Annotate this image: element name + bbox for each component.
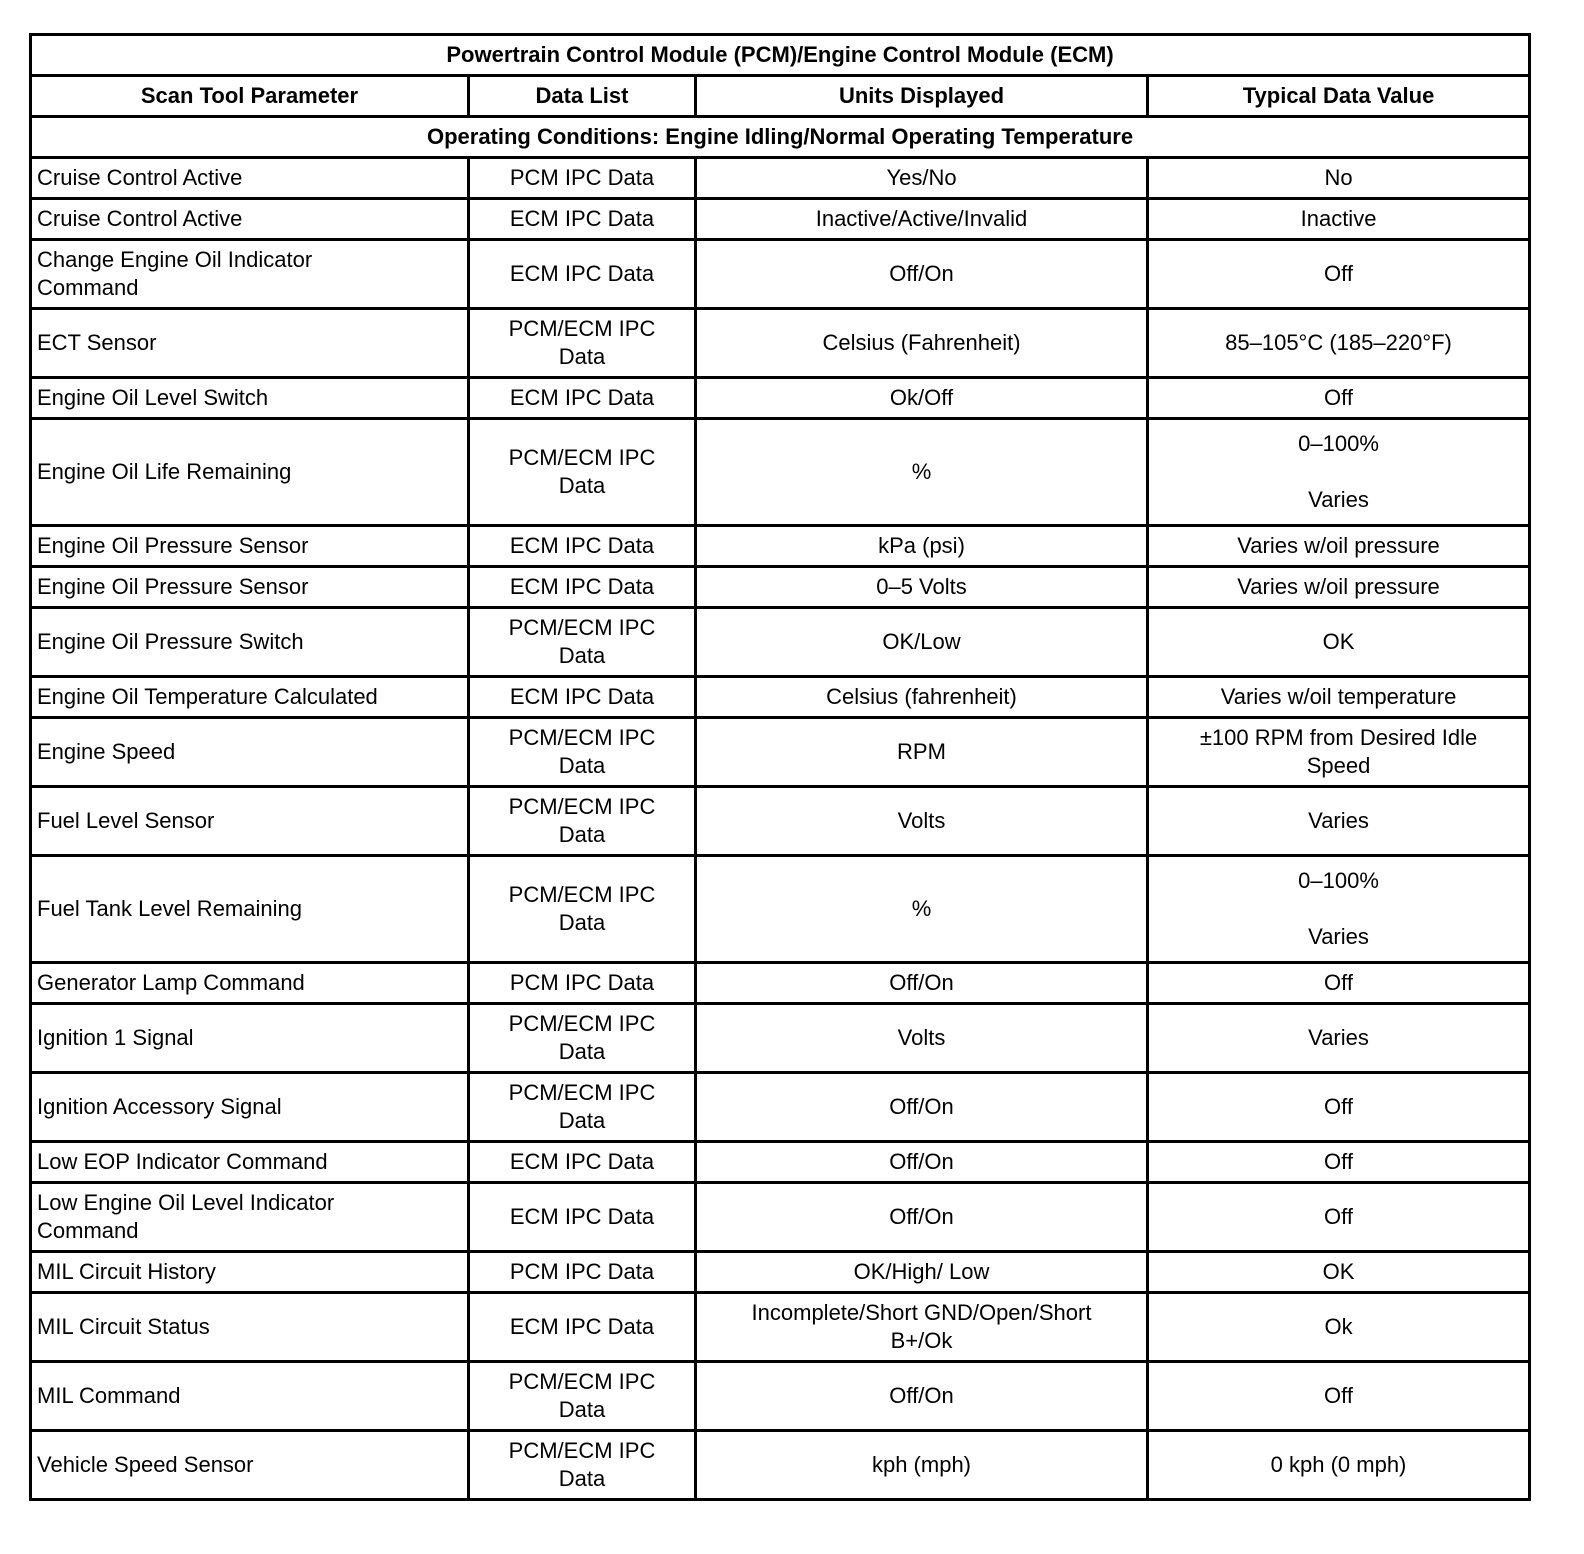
cell-scan-tool-parameter: Ignition 1 Signal xyxy=(31,1004,469,1073)
table-row xyxy=(31,1183,1530,1252)
table-title: Powertrain Control Module (PCM)/Engine Control Module (ECM) xyxy=(31,35,1530,76)
pcm-ecm-data-table xyxy=(29,33,1531,1501)
cell-typical-data-value: Varies w/oil pressure xyxy=(1148,567,1530,608)
cell-data-list: PCM/ECM IPC Data xyxy=(469,1004,696,1073)
table-row xyxy=(31,199,1530,240)
table-row xyxy=(31,1362,1530,1431)
cell-scan-tool-parameter: Cruise Control Active xyxy=(31,158,469,199)
cell-typical-data-value: Off xyxy=(1148,1142,1530,1183)
cell-units-displayed: Incomplete/Short GND/Open/Short B+/Ok xyxy=(696,1293,1148,1362)
condition-row xyxy=(31,117,1530,158)
cell-scan-tool-parameter: ECT Sensor xyxy=(31,309,469,378)
cell-units-displayed: Volts xyxy=(696,1004,1148,1073)
table-row xyxy=(31,309,1530,378)
table-row xyxy=(31,787,1530,856)
cell-units-displayed: 0–5 Volts xyxy=(696,567,1148,608)
cell-typical-data-value: 85–105°C (185–220°F) xyxy=(1148,309,1530,378)
table-row xyxy=(31,526,1530,567)
cell-typical-data-value: Off xyxy=(1148,1073,1530,1142)
cell-data-list: ECM IPC Data xyxy=(469,240,696,309)
cell-typical-data-value: Varies xyxy=(1148,1004,1530,1073)
cell-units-displayed: Ok/Off xyxy=(696,378,1148,419)
table-row xyxy=(31,378,1530,419)
cell-data-list: ECM IPC Data xyxy=(469,1293,696,1362)
cell-typical-data-value: No xyxy=(1148,158,1530,199)
title-row xyxy=(31,35,1530,76)
cell-typical-data-value: Off xyxy=(1148,1183,1530,1252)
table-row xyxy=(31,718,1530,787)
cell-units-displayed: Celsius (fahrenheit) xyxy=(696,677,1148,718)
cell-scan-tool-parameter: Ignition Accessory Signal xyxy=(31,1073,469,1142)
cell-data-list: PCM/ECM IPC Data xyxy=(469,1362,696,1431)
header-typical-data-value: Typical Data Value xyxy=(1148,76,1530,117)
cell-typical-data-value: Varies w/oil pressure xyxy=(1148,526,1530,567)
cell-data-list: PCM/ECM IPC Data xyxy=(469,1431,696,1500)
cell-units-displayed: Yes/No xyxy=(696,158,1148,199)
table-row xyxy=(31,1431,1530,1500)
cell-scan-tool-parameter: Engine Oil Pressure Sensor xyxy=(31,526,469,567)
cell-scan-tool-parameter: Engine Oil Life Remaining xyxy=(31,419,469,526)
cell-scan-tool-parameter: Engine Oil Pressure Switch xyxy=(31,608,469,677)
cell-data-list: PCM/ECM IPC Data xyxy=(469,419,696,526)
header-units-displayed: Units Displayed xyxy=(696,76,1148,117)
cell-scan-tool-parameter: Change Engine Oil Indicator Command xyxy=(31,240,469,309)
cell-typical-data-value: Varies w/oil temperature xyxy=(1148,677,1530,718)
cell-units-displayed: Off/On xyxy=(696,1362,1148,1431)
cell-data-list: PCM/ECM IPC Data xyxy=(469,718,696,787)
cell-units-displayed: Off/On xyxy=(696,240,1148,309)
cell-data-list: PCM/ECM IPC Data xyxy=(469,787,696,856)
cell-data-list: PCM IPC Data xyxy=(469,1252,696,1293)
cell-scan-tool-parameter: Low Engine Oil Level Indicator Command xyxy=(31,1183,469,1252)
table-row xyxy=(31,1142,1530,1183)
cell-scan-tool-parameter: MIL Circuit Status xyxy=(31,1293,469,1362)
cell-scan-tool-parameter: Cruise Control Active xyxy=(31,199,469,240)
header-row xyxy=(31,76,1530,117)
table-row xyxy=(31,608,1530,677)
cell-units-displayed: Off/On xyxy=(696,963,1148,1004)
cell-units-displayed: Off/On xyxy=(696,1073,1148,1142)
table-row xyxy=(31,1293,1530,1362)
cell-units-displayed: OK/High/ Low xyxy=(696,1252,1148,1293)
cell-units-displayed: Celsius (Fahrenheit) xyxy=(696,309,1148,378)
cell-data-list: PCM/ECM IPC Data xyxy=(469,856,696,963)
table-row xyxy=(31,677,1530,718)
table-row xyxy=(31,1073,1530,1142)
cell-data-list: ECM IPC Data xyxy=(469,378,696,419)
cell-scan-tool-parameter: Fuel Level Sensor xyxy=(31,787,469,856)
cell-units-displayed: Off/On xyxy=(696,1183,1148,1252)
cell-data-list: ECM IPC Data xyxy=(469,1142,696,1183)
table-row xyxy=(31,856,1530,963)
cell-typical-data-value: 0–100% Varies xyxy=(1148,419,1530,526)
cell-data-list: PCM IPC Data xyxy=(469,963,696,1004)
cell-units-displayed: kph (mph) xyxy=(696,1431,1148,1500)
cell-data-list: PCM/ECM IPC Data xyxy=(469,608,696,677)
header-data-list: Data List xyxy=(469,76,696,117)
cell-units-displayed: Volts xyxy=(696,787,1148,856)
cell-typical-data-value: ±100 RPM from Desired Idle Speed xyxy=(1148,718,1530,787)
table-row xyxy=(31,419,1530,526)
cell-units-displayed: OK/Low xyxy=(696,608,1148,677)
cell-typical-data-value: Off xyxy=(1148,378,1530,419)
operating-conditions: Operating Conditions: Engine Idling/Normal Operating Temperature xyxy=(31,117,1530,158)
cell-data-list: ECM IPC Data xyxy=(469,677,696,718)
cell-typical-data-value: 0–100% Varies xyxy=(1148,856,1530,963)
cell-scan-tool-parameter: MIL Command xyxy=(31,1362,469,1431)
cell-typical-data-value: Off xyxy=(1148,240,1530,309)
cell-data-list: PCM IPC Data xyxy=(469,158,696,199)
cell-scan-tool-parameter: Low EOP Indicator Command xyxy=(31,1142,469,1183)
cell-typical-data-value: 0 kph (0 mph) xyxy=(1148,1431,1530,1500)
cell-typical-data-value: OK xyxy=(1148,608,1530,677)
cell-scan-tool-parameter: Engine Oil Level Switch xyxy=(31,378,469,419)
table-row xyxy=(31,1004,1530,1073)
cell-scan-tool-parameter: MIL Circuit History xyxy=(31,1252,469,1293)
cell-scan-tool-parameter: Fuel Tank Level Remaining xyxy=(31,856,469,963)
cell-typical-data-value: OK xyxy=(1148,1252,1530,1293)
cell-typical-data-value: Off xyxy=(1148,963,1530,1004)
cell-scan-tool-parameter: Engine Oil Pressure Sensor xyxy=(31,567,469,608)
cell-scan-tool-parameter: Engine Speed xyxy=(31,718,469,787)
cell-units-displayed: % xyxy=(696,856,1148,963)
cell-scan-tool-parameter: Vehicle Speed Sensor xyxy=(31,1431,469,1500)
cell-data-list: ECM IPC Data xyxy=(469,567,696,608)
cell-typical-data-value: Varies xyxy=(1148,787,1530,856)
cell-scan-tool-parameter: Generator Lamp Command xyxy=(31,963,469,1004)
table-row xyxy=(31,240,1530,309)
table-row xyxy=(31,567,1530,608)
cell-data-list: PCM/ECM IPC Data xyxy=(469,1073,696,1142)
table-row xyxy=(31,963,1530,1004)
cell-data-list: ECM IPC Data xyxy=(469,1183,696,1252)
cell-typical-data-value: Off xyxy=(1148,1362,1530,1431)
table-row xyxy=(31,158,1530,199)
table-row xyxy=(31,1252,1530,1293)
cell-data-list: PCM/ECM IPC Data xyxy=(469,309,696,378)
cell-typical-data-value: Inactive xyxy=(1148,199,1530,240)
cell-units-displayed: Off/On xyxy=(696,1142,1148,1183)
cell-units-displayed: kPa (psi) xyxy=(696,526,1148,567)
cell-units-displayed: Inactive/Active/Invalid xyxy=(696,199,1148,240)
header-scan-tool-parameter: Scan Tool Parameter xyxy=(31,76,469,117)
cell-typical-data-value: Ok xyxy=(1148,1293,1530,1362)
cell-data-list: ECM IPC Data xyxy=(469,199,696,240)
cell-scan-tool-parameter: Engine Oil Temperature Calculated xyxy=(31,677,469,718)
cell-units-displayed: % xyxy=(696,419,1148,526)
cell-data-list: ECM IPC Data xyxy=(469,526,696,567)
cell-units-displayed: RPM xyxy=(696,718,1148,787)
